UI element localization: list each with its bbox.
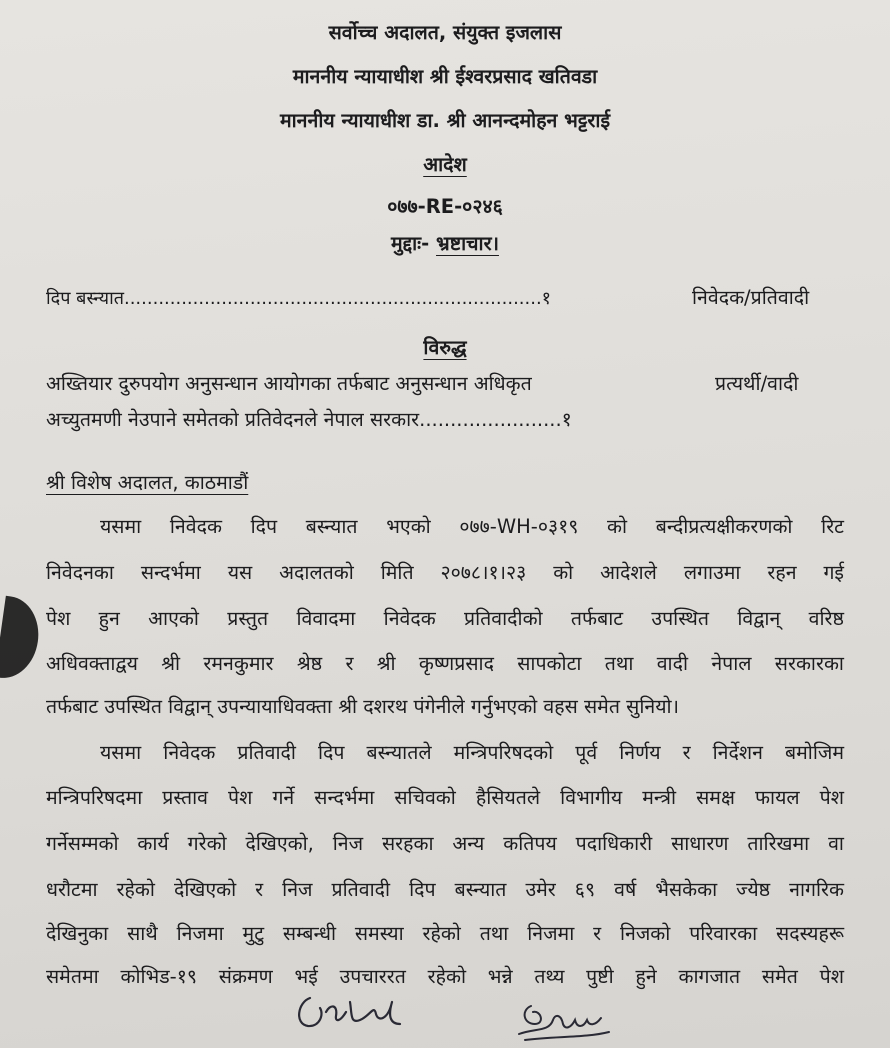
paragraph-1-line-1: यसमा निवेदक दिप बस्न्यात भएको ०७७-WH-०३१९ को बन्दीप्रत्यक्षीकरणको रिट (100, 515, 844, 538)
judge-2: माननीय न्यायाधीश डा. श्री आनन्दमोहन भट्टराई (279, 109, 611, 132)
paragraph-1-line-5: तर्फबाट उपस्थित विद्वान् उपन्यायाधिवक्ता श्री दशरथ पंगेनीले गर्नुभएको वहस समेत सुनियो। (46, 695, 679, 718)
paragraph-2-line-2: मन्त्रिपरिषदमा प्रस्ताव पेश गर्ने सन्दर्भमा सचिवको हैसियतले विभागीय मन्त्री समक्ष फायल पेश (46, 786, 844, 809)
paragraph-1-line-4: अधिवक्ताद्वय श्री रमनकुमार श्रेष्ठ र श्री कृष्णप्रसाद सापकोटा तथा वादी नेपाल सरकारका (46, 652, 844, 675)
respondent-line-1: अख्तियार दुरुपयोग अनुसन्धान आयोगका तर्फबाट अनुसन्धान अधिकृत (46, 372, 532, 395)
petitioner-line: दिप बस्न्यात.........................................................................१ (46, 288, 552, 309)
versus-heading: विरुद्ध (423, 336, 467, 359)
judge-signature-2 (505, 998, 625, 1044)
case-subject (0, 229, 890, 256)
ink-smudge (0, 596, 44, 682)
case-number: ०७७-RE-०२४६ (387, 195, 503, 218)
paragraph-2-line-5: देखिनुका साथै निजमा मुटु सम्बन्धी समस्या रहेको तथा निजमा र निजको परिवारका सदस्यहरू (46, 922, 844, 945)
court-name: सर्वोच्च अदालत, संयुक्त इजलास (328, 21, 562, 44)
petitioner-role: निवेदक/प्रतिवादी (692, 286, 810, 309)
addressee: श्री विशेष अदालत, काठमाडौं (46, 471, 249, 494)
paragraph-1-line-3: पेश हुन आएको प्रस्तुत विवादमा निवेदक प्रतिवादीको तर्फबाट उपस्थित विद्वान् वरिष्ठ (46, 607, 844, 630)
judge-signature-1 (280, 990, 420, 1040)
respondent-role: प्रत्यर्थी/वादी (715, 372, 799, 395)
paragraph-2-line-1: यसमा निवेदक प्रतिवादी दिप बस्न्यातले मन्त्रिपरिषदको पूर्व निर्णय र निर्देशन बमोजिम (100, 741, 844, 764)
document-type: आदेश (423, 153, 467, 176)
judge-1: माननीय न्यायाधीश श्री ईश्वरप्रसाद खतिवडा (292, 65, 598, 88)
respondent-line-2: अच्युतमणी नेउपाने समेतको प्रतिवेदनले नेपाल सरकार.......................१ (46, 408, 572, 431)
subject-value: भ्रष्टाचार। (436, 232, 499, 255)
paragraph-2-line-6: समेतमा कोभिड-१९ संक्रमण भई उपचाररत रहेको भन्ने तथ्य पुष्टी हुने कागजात समेत पेश (46, 965, 844, 988)
paragraph-1-line-2: निवेदनका सन्दर्भमा यस अदालतको मिति २०७८।१।२३ को आदेशले लगाउमा रहन गई (46, 561, 844, 584)
paragraph-2-line-3: गर्नेसम्मको कार्य गरेको देखिएको, निज सरहका अन्य कतिपय पदाधिकारी साधारण तारिखमा वा (46, 832, 844, 855)
paragraph-2-line-4: धरौटमा रहेको देखिएको र निज प्रतिवादी दिप बस्न्यात उमेर ६९ वर्ष भैसकेका ज्येष्ठ नागरिक (46, 878, 844, 901)
subject-label: मुद्दाः- (391, 232, 430, 255)
